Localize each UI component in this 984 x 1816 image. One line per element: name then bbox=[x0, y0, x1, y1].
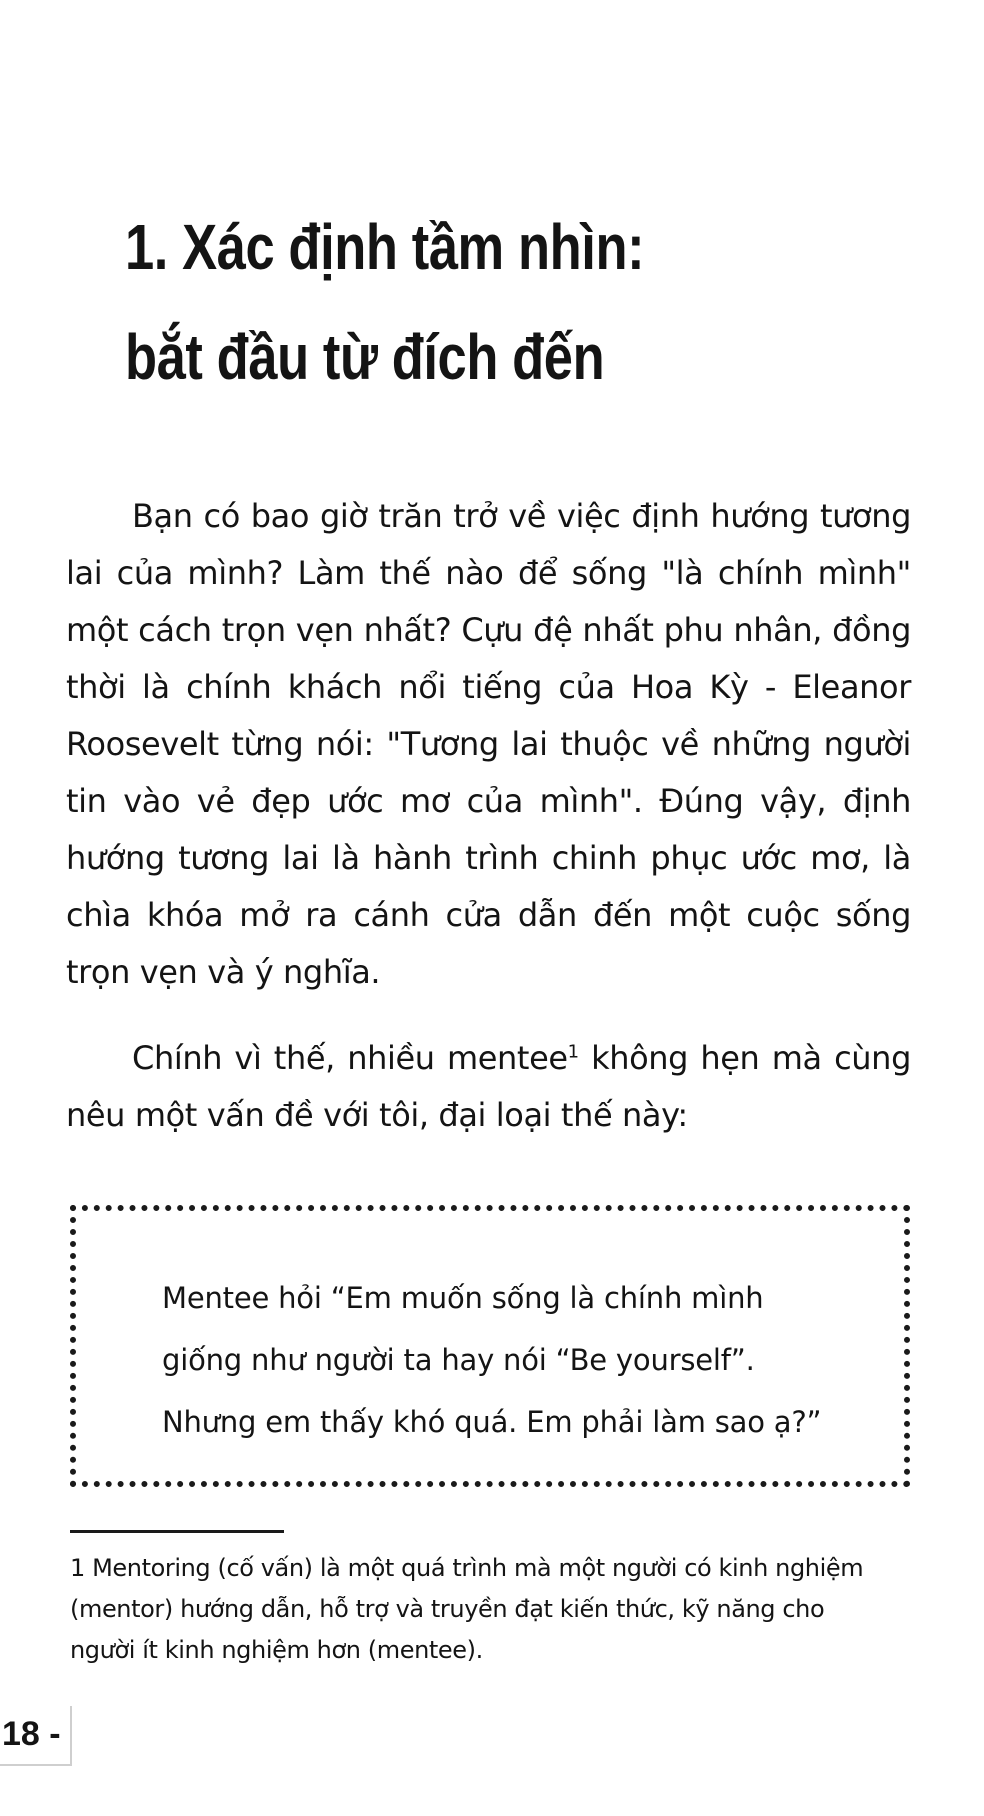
callout-line-3: Nhưng em thấy khó quá. Em phải làm sao ạ?” bbox=[162, 1405, 822, 1439]
footnote-reference: 1 bbox=[567, 1041, 579, 1063]
paragraph-1: Bạn có bao giờ trăn trở về việc định hướng tương lai của mình? Làm thế nào để sống "là chính mình" một cách trọn vẹn nhất? Cựu đệ nhất phu nhân, đồng thời là chính khách nổi tiếng của Hoa Kỳ - Eleanor Roosevelt từng nói: "Tương lai thuộc về những người tin vào vẻ đẹp ước mơ của mình". Đúng vậy, định hướng tương lai là hành trình chinh phục ước mơ, là chìa khóa mở ra cánh cửa dẫn đến một cuộc sống trọn vẹn và ý nghĩa. bbox=[66, 497, 911, 991]
footnote-line-3: người ít kinh nghiệm hơn (mentee). bbox=[70, 1636, 483, 1664]
quote-callout-box bbox=[70, 1205, 910, 1487]
footnote-line-2: (mentor) hướng dẫn, hỗ trợ và truyền đạt kiến thức, kỹ năng cho bbox=[70, 1595, 825, 1623]
footnote bbox=[70, 1548, 920, 1671]
callout-quote bbox=[162, 1267, 862, 1453]
section-heading bbox=[125, 192, 748, 412]
callout-line-2: giống như người ta hay nói “Be yourself”. bbox=[162, 1343, 755, 1377]
paragraph-2-text-start: Chính vì thế, nhiều mentee bbox=[132, 1039, 568, 1077]
paragraph-2-text-end: không hẹn mà cùng nêu một vấn đề với tôi, đại loại thế này: bbox=[66, 1039, 911, 1134]
footnote-line-1: 1 Mentoring (cố vấn) là một quá trình mà một người có kinh nghiệm bbox=[70, 1554, 864, 1582]
page-number: 18 - bbox=[0, 1706, 72, 1766]
paragraph-2 bbox=[66, 1030, 911, 1144]
heading-line-2: bắt đầu từ đích đến bbox=[125, 321, 605, 393]
callout-line-1: Mentee hỏi “Em muốn sống là chính mình bbox=[162, 1281, 764, 1315]
footnote-divider bbox=[70, 1530, 284, 1533]
heading-line-1: 1. Xác định tầm nhìn: bbox=[125, 211, 645, 283]
